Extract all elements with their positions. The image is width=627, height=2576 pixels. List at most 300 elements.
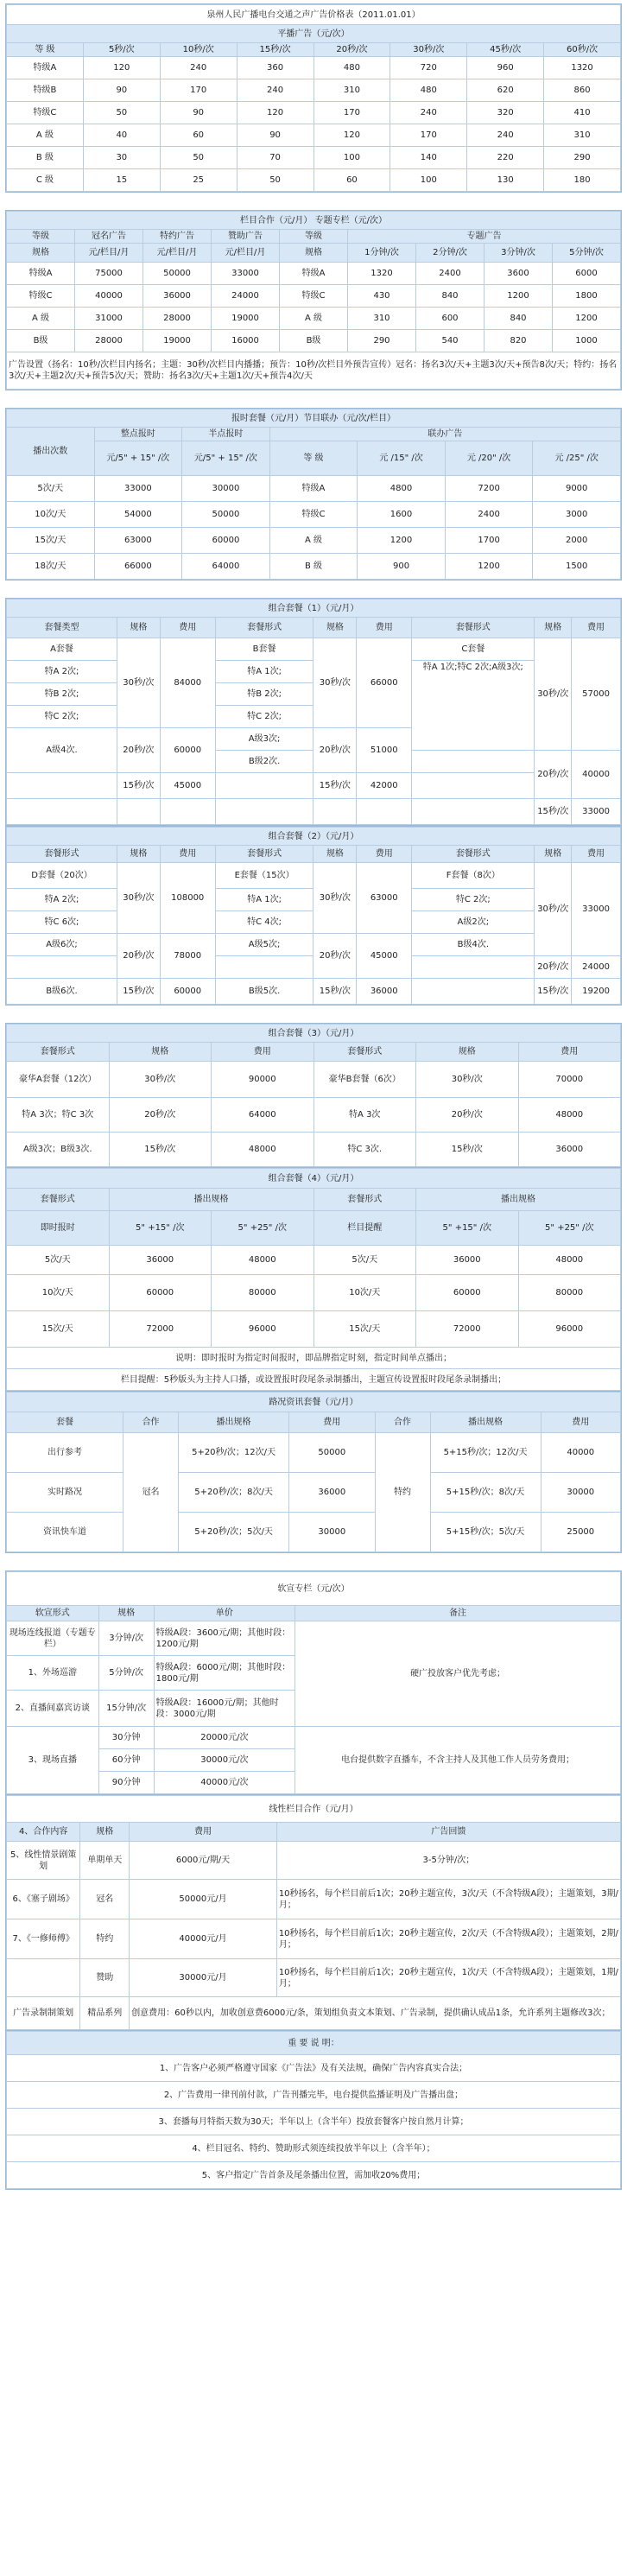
table-cell: 等级 (280, 230, 348, 244)
table-cell: 现场连线报道（专题专栏） (7, 1621, 99, 1656)
table-cell: 290 (544, 147, 621, 169)
table-cell: 特A 2次; (7, 661, 117, 683)
table-cell: 特C 2次; (7, 706, 117, 728)
table-cell: 合作 (124, 1412, 179, 1433)
linear-column-table (6, 1795, 621, 2030)
table-cell: B 级 (7, 147, 84, 169)
table-cell: 特级A段：16000元/期；其他时段：3000元/期 (154, 1691, 295, 1727)
table-cell: 30000元/月 (130, 1959, 277, 1997)
combo-package-3-table (6, 1024, 621, 1167)
table-cell: 实时路况 (7, 1473, 124, 1513)
table-cell (412, 956, 535, 979)
table-cell: 特C 2次; (412, 889, 535, 911)
table-cell: 出行参考 (7, 1433, 124, 1473)
table-cell: 1320 (544, 57, 621, 79)
table-cell: 5+15秒/次；12次/天 (430, 1433, 541, 1473)
table-cell: 1200 (358, 528, 446, 554)
table-cell: 1000 (553, 330, 621, 352)
table-cell: 45000 (160, 773, 215, 799)
table-cell: 108000 (160, 863, 215, 934)
table-cell: 豪华A套餐（12次） (7, 1062, 110, 1098)
table-cell (215, 799, 314, 825)
table-cell: 特级A (7, 57, 84, 79)
soft-column-block (5, 1570, 622, 1795)
table-cell: F套餐（8次） (412, 863, 535, 889)
table-cell: 特C 4次; (215, 911, 314, 934)
table-cell: 特C 3次. (314, 1133, 416, 1167)
table-cell: 50 (83, 102, 160, 124)
table-cell: 特A 3次；特C 3次 (7, 1098, 110, 1133)
table-cell (314, 799, 357, 825)
table-cell: 120 (83, 57, 160, 79)
table-cell: 24000 (212, 285, 280, 308)
table-cell: 单价 (154, 1606, 295, 1621)
table-cell: 费用 (572, 846, 621, 863)
table-cell: A 级 (269, 528, 358, 554)
table-cell: 特A 2次; (7, 889, 117, 911)
section-title: 组合套餐（2）（元/月） (7, 828, 621, 846)
table-cell: 10秒扬名，每个栏目前后1次；20秒主题宣传，3次/天（不含特级A段）；主题策划，3期/月； (276, 1880, 620, 1919)
table-cell: 90000 (212, 1062, 314, 1098)
table-cell: 15秒/次 (237, 43, 314, 57)
table-cell: 播出规格 (416, 1189, 621, 1211)
table-cell: 90 (160, 102, 237, 124)
table-cell: 36000 (518, 1133, 621, 1167)
table-row (7, 1062, 621, 1098)
table-cell: 540 (416, 330, 484, 352)
table-cell: 140 (390, 147, 467, 169)
table-row (7, 1311, 621, 1348)
table-cell: 28000 (75, 330, 143, 352)
table-cell: 170 (160, 79, 237, 102)
table-cell (412, 773, 535, 799)
table-cell: 45000 (357, 934, 412, 979)
table-cell: 播出规格 (430, 1412, 541, 1433)
table-cell: 960 (467, 57, 544, 79)
table-cell: 20秒/次 (117, 728, 160, 773)
table-cell: 规格 (117, 846, 160, 863)
table-cell: 5次/天 (7, 476, 95, 502)
table-cell: 30秒/次 (314, 863, 357, 934)
table-cell (117, 799, 160, 825)
table-cell: 5、线性情景剧策划 (7, 1842, 80, 1880)
table-cell: 20秒/次 (535, 751, 572, 799)
table-cell: 特级B (7, 79, 84, 102)
table-cell: 半点报时 (182, 428, 270, 441)
table-cell: 15秒/次 (416, 1133, 519, 1167)
table-cell: 特C 2次; (215, 706, 314, 728)
table-cell: 48000 (212, 1246, 314, 1275)
table-cell: 套餐形式 (314, 1043, 416, 1062)
table-cell: 赞助广告 (212, 230, 280, 244)
table-cell: 1200 (553, 308, 621, 330)
table-cell: 30秒/次 (117, 863, 160, 934)
table-cell: 19000 (212, 308, 280, 330)
table-cell: 元/栏目/月 (75, 244, 143, 263)
table-cell: 整点报时 (94, 428, 182, 441)
table-cell: 5+20秒/次；5次/天 (179, 1513, 289, 1552)
table-cell: 36000 (357, 979, 412, 1005)
table-header (7, 43, 621, 57)
table-cell: 290 (348, 330, 416, 352)
table-cell: 310 (544, 124, 621, 147)
table-cell: 480 (390, 79, 467, 102)
table-cell: 10秒/次 (160, 43, 237, 57)
notes-table (6, 2031, 621, 2189)
table-cell: 20秒/次 (314, 43, 390, 57)
table-row (7, 285, 621, 308)
table-cell: 51000 (357, 728, 412, 773)
table-cell: 套餐 (7, 1412, 124, 1433)
table-cell: 5" +15" /次 (109, 1211, 212, 1246)
table-cell: 5" +25" /次 (518, 1211, 621, 1246)
notes-title: 重 要 说 明： (7, 2032, 621, 2055)
table-cell (7, 956, 117, 979)
table-cell (7, 799, 117, 825)
notes-block (5, 2031, 622, 2190)
table-cell: B级6次. (7, 979, 117, 1005)
table-cell: 1600 (358, 502, 446, 528)
table-cell: 64000 (212, 1098, 314, 1133)
table-cell: 费用 (541, 1412, 620, 1433)
table-cell: 18次/天 (7, 554, 95, 580)
note-item: 5、客户指定广告首条及尾条播出位置，需加收20%费用； (7, 2162, 621, 2189)
table-row (7, 169, 621, 192)
table-cell: 硬广投放客户优先考虑； (295, 1621, 621, 1727)
table-cell: 广告回馈 (276, 1823, 620, 1842)
table-cell: 170 (314, 102, 390, 124)
table-row (7, 1842, 621, 1880)
table-cell: 40 (83, 124, 160, 147)
table-cell: 30 (83, 147, 160, 169)
table-cell: 900 (358, 554, 446, 580)
table-cell: 规格 (98, 1606, 154, 1621)
table-cell: 25000 (541, 1513, 620, 1552)
table-cell: 规格 (535, 618, 572, 638)
table-cell: A级4次. (7, 728, 117, 773)
table-cell: 1320 (348, 263, 416, 285)
table-cell: 310 (348, 308, 416, 330)
table-cell: 规格 (7, 244, 75, 263)
table-cell: 100 (390, 169, 467, 192)
section-title: 软宣专栏（元/次） (7, 1572, 621, 1606)
table-row (7, 502, 621, 528)
table-cell: B级5次. (215, 979, 314, 1005)
table-cell: 96000 (518, 1311, 621, 1348)
table-cell: 90 (237, 124, 314, 147)
table-cell: 专题广告 (348, 230, 621, 244)
table-cell: 16000 (212, 330, 280, 352)
table-cell: 30000元/次 (154, 1749, 295, 1772)
table-cell: A 级 (7, 308, 75, 330)
table-cell: 20秒/次 (535, 956, 572, 979)
table-cell: 3-5分钟/次； (276, 1842, 620, 1880)
table-cell: 特级A (280, 263, 348, 285)
table-cell: 5+20秒/次；8次/天 (179, 1473, 289, 1513)
table-cell: 20秒/次 (117, 934, 160, 979)
table-cell: 规格 (117, 618, 160, 638)
table-cell: 66000 (94, 554, 182, 580)
table-cell: 1分钟/次 (348, 244, 416, 263)
table-row (7, 102, 621, 124)
table-cell: 6000元/期/天 (130, 1842, 277, 1880)
table-cell: 60000 (416, 1275, 519, 1311)
table-cell: 元/5" + 15" /次 (94, 441, 182, 476)
table-cell: 特B 2次; (215, 683, 314, 706)
table-cell: 120 (237, 102, 314, 124)
table-cell: 50000 (182, 502, 270, 528)
table-cell: 54000 (94, 502, 182, 528)
table-cell: 720 (390, 57, 467, 79)
table-cell: 费用 (160, 846, 215, 863)
table-cell: 66000 (357, 638, 412, 728)
section-title: 报时套餐（元/月）节目联办（元/次/栏目） (7, 409, 621, 428)
table-cell (215, 773, 314, 799)
table-cell: 50000元/月 (130, 1880, 277, 1919)
table-cell: 840 (484, 308, 553, 330)
table-row (7, 124, 621, 147)
table-cell: 费用 (130, 1823, 277, 1842)
table-cell: 600 (416, 308, 484, 330)
note-item: 1、广告客户必须严格遵守国家《广告法》及有关法规，确保广告内容真实合法； (7, 2055, 621, 2082)
table-cell: 播出次数 (7, 428, 95, 476)
table-cell: 48000 (212, 1133, 314, 1167)
table-cell: 特A 1次;特C 2次;A级3次; (412, 661, 535, 751)
table-cell: B级4次. (412, 934, 535, 956)
table-cell: 豪华B套餐（6次） (314, 1062, 416, 1098)
table-cell: 36000 (143, 285, 212, 308)
table-cell: 7、《一修师傅》 (7, 1919, 80, 1959)
table-cell: 套餐形式 (215, 846, 314, 863)
section-title: 组合套餐（3）（元/月） (7, 1025, 621, 1043)
table-cell: 费用 (357, 618, 412, 638)
table-cell: 840 (416, 285, 484, 308)
table-cell: 20秒/次 (416, 1098, 519, 1133)
flat-price-table (6, 4, 621, 192)
table-cell: 240 (390, 102, 467, 124)
table-cell: 72000 (109, 1311, 212, 1348)
table-cell: 5秒/次 (83, 43, 160, 57)
table-cell: 15秒/次 (535, 979, 572, 1005)
table-cell: 30000 (182, 476, 270, 502)
table-cell: 3600 (484, 263, 553, 285)
table-cell: 5分钟/次 (98, 1656, 154, 1691)
table-cell: 3分钟/次 (98, 1621, 154, 1656)
table-cell: 等 级 (269, 441, 358, 476)
table-cell: 5次/天 (314, 1246, 416, 1275)
table-cell: 10次/天 (314, 1275, 416, 1311)
time-signal-table (6, 409, 621, 580)
table-cell: 5+20秒/次；12次/天 (179, 1433, 289, 1473)
table-cell: 64000 (182, 554, 270, 580)
table-row (7, 1098, 621, 1133)
table-cell: 资讯快车道 (7, 1513, 124, 1552)
table-row (7, 308, 621, 330)
table-cell: 6、《塞子剧场》 (7, 1880, 80, 1919)
table-row (7, 1880, 621, 1919)
table-cell: 特A 3次 (314, 1098, 416, 1133)
table-cell: 费用 (212, 1043, 314, 1062)
table-cell (215, 956, 314, 979)
table-cell: 860 (544, 79, 621, 102)
table-cell: 播出规格 (179, 1412, 289, 1433)
table-cell: 冠名广告 (75, 230, 143, 244)
table-cell: 套餐形式 (314, 1189, 416, 1211)
combo-package-3-block (5, 1023, 622, 1168)
table-cell: 84000 (160, 638, 215, 728)
table-cell: 元/栏目/月 (143, 244, 212, 263)
table-cell: 广告录制制策划 (7, 1997, 80, 2030)
table-cell: B级2次. (215, 751, 314, 773)
column-cooperation-block (5, 210, 622, 390)
table-cell: 2400 (445, 502, 533, 528)
table-cell: 费用 (572, 618, 621, 638)
table-cell: 7200 (445, 476, 533, 502)
table-cell: 特A 1次; (215, 889, 314, 911)
table-cell (357, 799, 412, 825)
table-cell: 单期单天 (80, 1842, 130, 1880)
table-cell: 规格 (314, 846, 357, 863)
table-cell: 90分钟 (98, 1772, 154, 1794)
table-cell: 1800 (553, 285, 621, 308)
table-cell: 90 (83, 79, 160, 102)
time-signal-note: 说明：即时报时为指定时间报时，即品牌指定时刻，指定时间单点播出； (7, 1348, 621, 1369)
table-cell: 元/栏目/月 (212, 244, 280, 263)
table-cell: 40000 (75, 285, 143, 308)
table-cell: 15次/天 (314, 1311, 416, 1348)
table-cell: B级 (280, 330, 348, 352)
table-cell: 5" +15" /次 (416, 1211, 519, 1246)
table-row (7, 57, 621, 79)
table-cell: 40000元/次 (154, 1772, 295, 1794)
section-title: 栏目合作（元/月） 专题专栏（元/次） (7, 212, 621, 230)
table-cell: 30秒/次 (416, 1062, 519, 1098)
table-cell: 15次/天 (7, 528, 95, 554)
table-cell: 规格 (314, 618, 357, 638)
table-cell: 620 (467, 79, 544, 102)
table-cell: 19200 (572, 979, 621, 1005)
table-cell: 费用 (160, 618, 215, 638)
table-cell: 28000 (143, 308, 212, 330)
table-cell: 播出规格 (109, 1189, 314, 1211)
table-cell: 70000 (518, 1062, 621, 1098)
table-cell: 30分钟 (98, 1727, 154, 1749)
page-title: 泉州人民广播电台交通之声广告价格表（2011.01.01） (7, 5, 621, 25)
table-cell: 元 /15" /次 (358, 441, 446, 476)
ad-settings-note: 广告设置（扬名：10秒/次栏目内扬名；主题：30秒/次栏目内播播；预告：10秒/次栏目外预告宣传）冠名：扬名3次/天+主题3次/天+预告8次/天；特约：扬名3次/天+主题2次/天+预告5次/天；赞助：扬名3次/天+主题1次/天+预告4次/天 (7, 352, 621, 390)
table-cell: 220 (467, 147, 544, 169)
table-cell: 费用 (357, 846, 412, 863)
section-title: 组合套餐（1）（元/月） (7, 600, 621, 618)
table-cell: 4800 (358, 476, 446, 502)
table-cell: 50 (160, 147, 237, 169)
table-cell: 规格 (535, 846, 572, 863)
table-cell: 20秒/次 (314, 934, 357, 979)
table-cell: 60000 (160, 728, 215, 773)
table-cell: A套餐 (7, 638, 117, 661)
table-cell: 1500 (533, 554, 621, 580)
table-cell: 特约广告 (143, 230, 212, 244)
table-cell: 特约 (80, 1919, 130, 1959)
table-cell: 30000 (541, 1473, 620, 1513)
table-cell: 48000 (518, 1246, 621, 1275)
table-cell: 特A 1次; (215, 661, 314, 683)
table-cell: 特级A段：6000元/期；其他时段：1800元/期 (154, 1656, 295, 1691)
table-cell: 费用 (289, 1412, 376, 1433)
combo-package-2-block (5, 826, 622, 1006)
section-title: 路况资讯套餐（元/月） (7, 1393, 621, 1412)
table-cell: 1700 (445, 528, 533, 554)
table-cell: B级 (7, 330, 75, 352)
table-cell: 320 (467, 102, 544, 124)
table-cell: 10次/天 (7, 1275, 110, 1311)
table-cell: 30秒/次 (314, 638, 357, 728)
table-cell: 2分钟/次 (416, 244, 484, 263)
table-cell: 820 (484, 330, 553, 352)
table-cell: 套餐形式 (412, 618, 535, 638)
table-cell: 3、现场直播 (7, 1727, 99, 1794)
table-cell: 费用 (518, 1043, 621, 1062)
table-cell: 2、直播间嘉宾访谈 (7, 1691, 99, 1727)
section-title: 线性栏目合作（元/月） (7, 1796, 621, 1823)
flat-section-title: 平播广告（元/次） (7, 25, 621, 43)
table-cell: 创意费用：60秒以内，加收创意费6000元/条，策划组负责文本策划、广告录制，提供确认成品1条，允许系列主题修改3次； (130, 1997, 621, 2030)
table-cell: 60000 (182, 528, 270, 554)
table-cell: 63000 (94, 528, 182, 554)
table-cell: 15秒/次 (117, 979, 160, 1005)
table-cell: 42000 (357, 773, 412, 799)
table-cell: 19000 (143, 330, 212, 352)
table-cell: 60分钟 (98, 1749, 154, 1772)
table-cell: B 级 (269, 554, 358, 580)
table-cell: 75000 (75, 263, 143, 285)
table-cell: 5次/天 (7, 1246, 110, 1275)
table-cell: 5+15秒/次；8次/天 (430, 1473, 541, 1513)
table-cell: 栏目提醒 (314, 1211, 416, 1246)
table-cell: 36000 (109, 1246, 212, 1275)
table-row (7, 79, 621, 102)
table-cell: C 级 (7, 169, 84, 192)
table-cell: D套餐（20次） (7, 863, 117, 889)
table-cell: 2400 (416, 263, 484, 285)
table-cell: 15 (83, 169, 160, 192)
table-cell: 5+15秒/次；5次/天 (430, 1513, 541, 1552)
table-cell: 1200 (445, 554, 533, 580)
table-cell: 240 (160, 57, 237, 79)
table-cell: 33000 (572, 799, 621, 825)
table-cell: 精品系列 (80, 1997, 130, 2030)
table-cell: 套餐类型 (7, 618, 117, 638)
table-cell: 冠名 (124, 1433, 179, 1552)
table-cell: 60000 (109, 1275, 212, 1311)
table-cell: 3000 (533, 502, 621, 528)
table-cell: 30秒/次 (535, 863, 572, 956)
table-cell: 15分钟/次 (98, 1691, 154, 1727)
combo-package-4-block (5, 1168, 622, 1392)
table-cell: 规格 (416, 1043, 519, 1062)
table-cell: B套餐 (215, 638, 314, 661)
table-cell: 57000 (572, 638, 621, 751)
combo-package-1-table (6, 599, 621, 825)
table-cell: 170 (390, 124, 467, 147)
table-row (7, 1959, 621, 1997)
table-row (7, 528, 621, 554)
table-row (7, 1275, 621, 1311)
table-cell: 410 (544, 102, 621, 124)
table-cell: A级2次; (412, 911, 535, 934)
table-cell: 45秒/次 (467, 43, 544, 57)
table-cell: 80000 (518, 1275, 621, 1311)
